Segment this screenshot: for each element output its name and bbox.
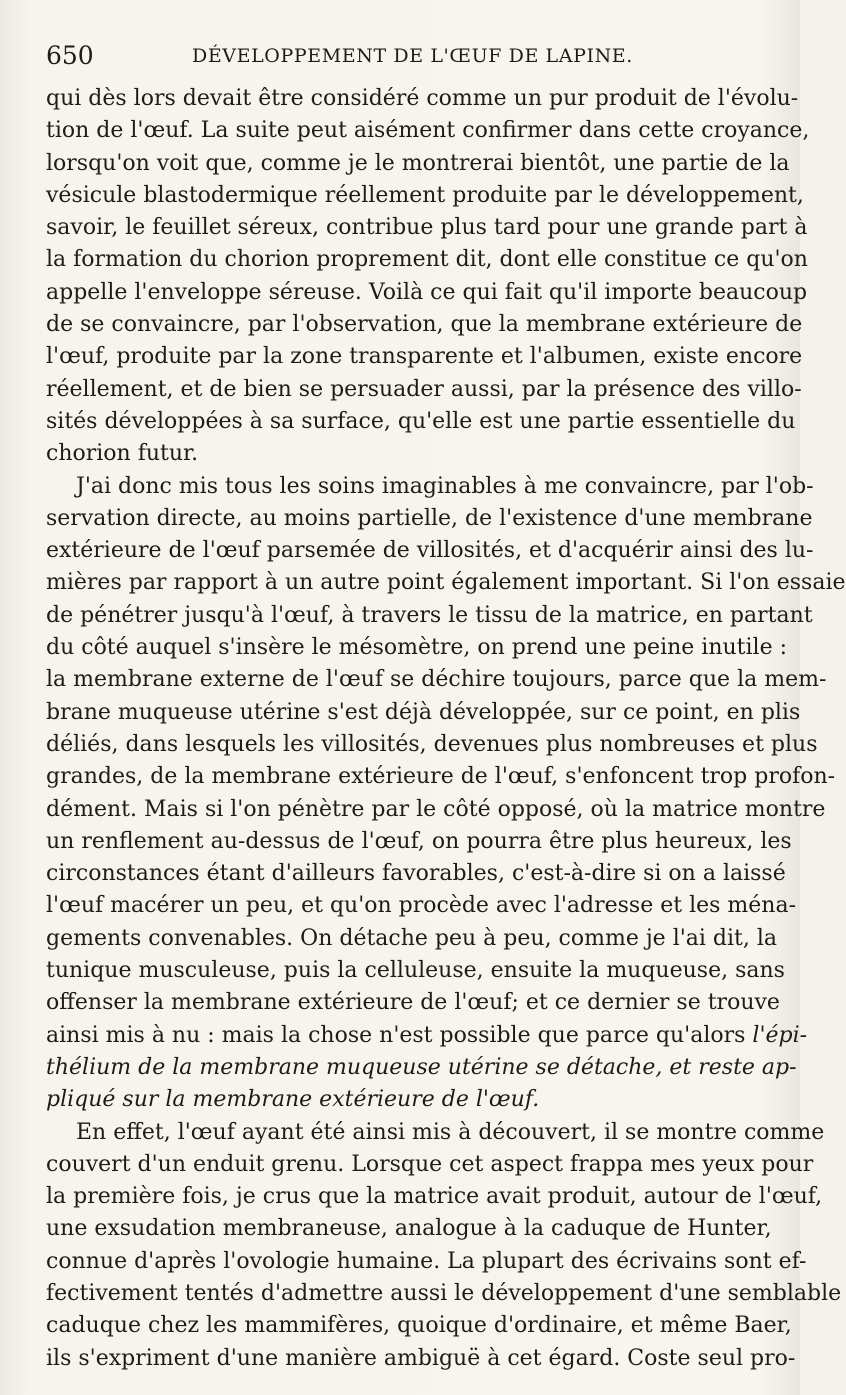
text-line [46,1020,808,1052]
text-line: vésicule blastodermique réellement produite par le développement, [46,182,804,208]
text-line: extérieure de l'œuf parsemée de villosités, et d'acquérir ainsi des lu- [46,538,814,564]
text-line: mières par rapport à un autre point également important. Si l'on essaie [46,570,846,596]
text-line: dément. Mais si l'on pénètre par le côté opposé, où la matrice montre [46,796,826,822]
text-line: tunique musculeuse, puis la celluleuse, ensuite la muqueuse, sans [46,958,785,984]
body-text [46,83,846,1375]
text-line: brane muqueuse utérine s'est déjà développée, sur ce point, en plis [46,699,801,725]
running-title: DÉVELOPPEMENT DE L'ŒUF DE LAPINE. [192,45,633,67]
text-line: chorion futur. [46,441,199,467]
text-line: offenser la membrane extérieure de l'œuf; et ce dernier se trouve [46,990,780,1016]
text-line: du côté auquel s'insère le mésomètre, on prend une peine inutile : [46,635,787,661]
text-line: ils s'expriment d'une manière ambiguë à cet égard. Coste seul pro- [46,1345,796,1371]
italic-text: l'épi- [752,1022,808,1048]
text-line: fectivement tentés d'admettre aussi le développement d'une semblable [46,1280,842,1306]
text-line: l'œuf macérer un peu, et qu'on procède avec l'adresse et les ména- [46,893,797,919]
text-line: servation directe, au moins partielle, de l'existence d'une membrane [46,505,813,531]
text-line: En effet, l'œuf ayant été ainsi mis à découvert, il se montre comme [76,1119,825,1145]
page-number: 650 [46,41,94,70]
text-line: sités développées à sa surface, qu'elle est une partie essentielle du [46,408,796,434]
text-line: l'œuf, produite par la zone transparente et l'albumen, existe encore [46,344,803,370]
text-line: lorsqu'on voit que, comme je le montrerai bientôt, une partie de la [46,150,790,176]
text-line: un renflement au-dessus de l'œuf, on pourra être plus heureux, les [46,828,792,854]
text-line: la première fois, je crus que la matrice avait produit, autour de l'œuf, [46,1184,823,1210]
text-line: J'ai donc mis tous les soins imaginables à me convaincre, par l'ob- [76,473,814,499]
text-line: appelle l'enveloppe séreuse. Voilà ce qui fait qu'il importe beaucoup [46,279,808,305]
italic-text-line: pliqué sur la membrane extérieure de l'œuf. [46,1087,540,1113]
text-line: circonstances étant d'ailleurs favorables, c'est-à-dire si on a laissé [46,861,786,887]
text-line: déliés, dans lesquels les villosités, devenues plus nombreuses et plus [46,731,818,757]
text-line: gements convenables. On détache peu à peu, comme je l'ai dit, la [46,925,778,951]
text-line: caduque chez les mammifères, quoique d'ordinaire, et même Baer, [46,1313,792,1339]
text-line: connue d'après l'ovologie humaine. La plupart des écrivains sont ef- [46,1248,807,1274]
text-line: la membrane externe de l'œuf se déchire toujours, parce que la mem- [46,667,827,693]
text-line: savoir, le feuillet séreux, contribue plus tard pour une grande part à [46,215,808,241]
page-header [46,38,756,74]
text-line: la formation du chorion proprement dit, dont elle constitue ce qu'on [46,247,808,273]
italic-text-line: thélium de la membrane muqueuse utérine se détache, et reste ap- [46,1054,797,1080]
text-line: couvert d'un enduit grenu. Lorsque cet aspect frappa mes yeux pour [46,1151,814,1177]
text-line: de pénétrer jusqu'à l'œuf, à travers le tissu de la matrice, en partant [46,602,813,628]
text-line: tion de l'œuf. La suite peut aisément confirmer dans cette croyance, [46,118,810,144]
text-line: de se convaincre, par l'observation, que la membrane extérieure de [46,312,803,338]
text-line: une exsudation membraneuse, analogue à la caduque de Hunter, [46,1216,772,1242]
text-line: réellement, et de bien se persuader aussi, par la présence des villo- [46,376,802,402]
text-line: qui dès lors devait être considéré comme un pur produit de l'évolu- [46,86,799,111]
text-line: grandes, de la membrane extérieure de l'œuf, s'enfoncent trop profon- [46,764,836,790]
text-segment: ainsi mis à nu : mais la chose n'est possible que parce qu'alors [46,1022,746,1048]
